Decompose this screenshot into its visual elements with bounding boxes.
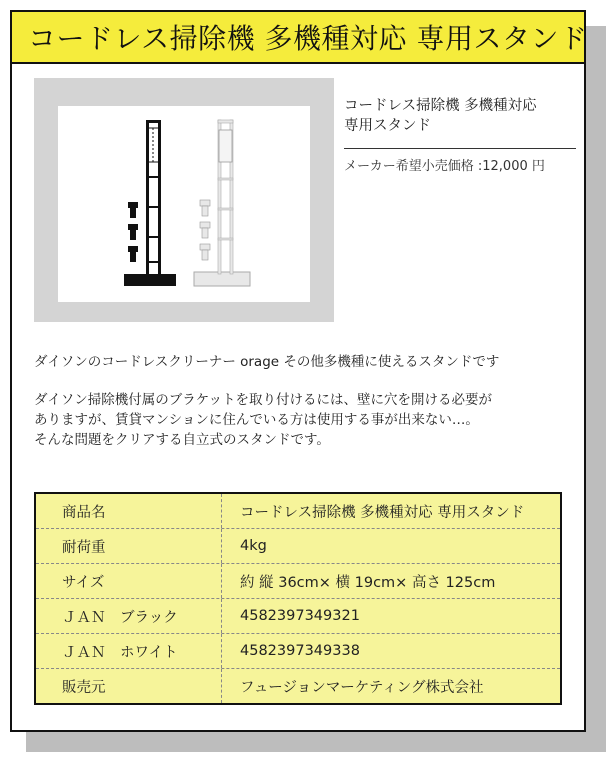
product-photo-frame	[34, 78, 334, 322]
product-name-line-2: 専用スタンド	[344, 118, 431, 134]
spec-value-jan-black: 4582397349321	[240, 608, 360, 624]
spec-value-load: 4kg	[240, 538, 267, 554]
product-photo	[58, 106, 310, 302]
spec-row	[36, 599, 560, 634]
description-line-2: ダイソン掃除機付属のブラケットを取り付けるには、壁に穴を開ける必要が	[34, 392, 493, 408]
spec-row	[36, 564, 560, 599]
product-name-line-1: コードレス掃除機 多機種対応	[344, 98, 537, 114]
description-line-1: ダイソンのコードレスクリーナー orage その他多機種に使えるスタンドです	[34, 354, 500, 370]
spec-row	[36, 494, 560, 529]
spec-row	[36, 634, 560, 669]
price: メーカー希望小売価格 :12,000 円	[344, 148, 576, 174]
spec-value-jan-white: 4582397349338	[240, 643, 360, 659]
product-card	[10, 10, 586, 732]
spec-label-jan-black: ＪＡＮ ブラック	[36, 599, 222, 633]
spec-row	[36, 669, 560, 703]
description-line-3: ありますが、賃貸マンションに住んでいる方は使用する事が出来ない…。	[34, 412, 479, 428]
product-description	[34, 352, 574, 450]
product-name	[344, 96, 576, 136]
spec-value-product-name: コードレス掃除機 多機種対応 専用スタンド	[240, 504, 525, 521]
product-summary	[344, 96, 576, 174]
spec-label-product-name: 商品名	[36, 494, 222, 528]
spec-value-seller: フュージョンマーケティング株式会社	[240, 679, 484, 696]
title-bar	[12, 12, 588, 64]
page-title: コードレス掃除機 多機種対応 専用スタンド	[28, 22, 588, 55]
spec-label-seller: 販売元	[36, 669, 222, 703]
white-stand	[194, 120, 250, 286]
black-stand	[124, 120, 176, 286]
spec-label-size: サイズ	[36, 564, 222, 598]
spec-row	[36, 529, 560, 564]
spec-value-size: 約 縦 36cm× 横 19cm× 高さ 125cm	[240, 574, 496, 591]
spec-label-load: 耐荷重	[36, 529, 222, 563]
stand-illustration	[58, 106, 310, 302]
spec-label-jan-white: ＪＡＮ ホワイト	[36, 634, 222, 668]
description-line-4: そんな問題をクリアする自立式のスタンドです。	[34, 432, 330, 448]
spec-table	[34, 492, 562, 705]
